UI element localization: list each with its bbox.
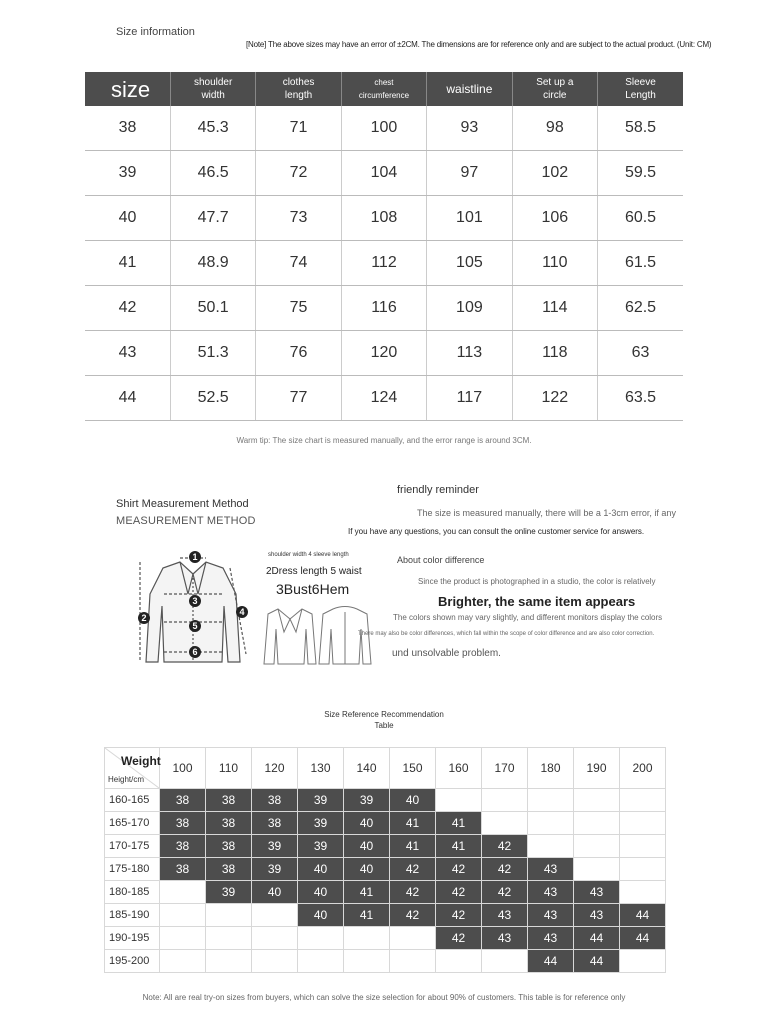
size-cell: 100	[341, 106, 426, 151]
size-table-row	[85, 196, 683, 241]
measurement-subtitle: MEASUREMENT METHOD	[116, 515, 256, 527]
rec-size-cell: 39	[298, 812, 344, 835]
height-range-label: 175-180	[105, 858, 160, 881]
rec-size-cell: 38	[160, 789, 206, 812]
rec-table-title: Size Reference Recommendation Table	[324, 710, 444, 730]
rec-size-cell: 38	[206, 789, 252, 812]
color-diff-line2: Brighter, the same item appears	[438, 594, 636, 609]
color-diff-line5: und unsolvable problem.	[392, 648, 501, 659]
size-cell: 40	[85, 196, 170, 241]
weight-header: 160	[436, 748, 482, 789]
rec-size-cell	[528, 812, 574, 835]
size-cell: 73	[256, 196, 341, 241]
rec-size-cell	[528, 789, 574, 812]
rec-table-row	[105, 927, 666, 950]
rec-size-cell: 42	[482, 835, 528, 858]
size-table-row	[85, 376, 683, 421]
rec-size-cell: 41	[436, 835, 482, 858]
rec-size-cell: 42	[436, 904, 482, 927]
size-note: [Note] The above sizes may have an error of ±2CM. The dimensions are for reference only and are subject to the actual product. (Unit: CM)	[246, 40, 712, 49]
rec-size-cell: 40	[344, 835, 390, 858]
size-cell: 59.5	[598, 151, 683, 196]
rec-size-cell: 41	[436, 812, 482, 835]
legend-mid: 2Dress length 5 waist	[266, 566, 362, 577]
rec-size-cell: 44	[574, 950, 620, 973]
rec-size-cell: 41	[390, 812, 436, 835]
rec-table-row	[105, 858, 666, 881]
rec-size-cell	[528, 835, 574, 858]
rec-size-cell	[390, 950, 436, 973]
rec-size-cell: 41	[390, 835, 436, 858]
rec-size-cell: 38	[160, 835, 206, 858]
weight-header: 150	[390, 748, 436, 789]
rec-size-cell: 42	[390, 881, 436, 904]
weight-header: 110	[206, 748, 252, 789]
marker-3: 3	[192, 596, 198, 606]
header-set-up-circle: Set up a circle	[512, 72, 597, 106]
size-cell: 46.5	[170, 151, 255, 196]
size-table-row	[85, 241, 683, 286]
rec-size-cell: 44	[574, 927, 620, 950]
rec-size-cell: 42	[482, 881, 528, 904]
rec-size-cell: 39	[344, 789, 390, 812]
size-cell: 71	[256, 106, 341, 151]
rec-size-cell: 43	[528, 904, 574, 927]
header-clothes-length: clothes length	[256, 72, 341, 106]
weight-header: 190	[574, 748, 620, 789]
size-cell: 124	[341, 376, 426, 421]
size-cell: 52.5	[170, 376, 255, 421]
rec-size-cell	[298, 950, 344, 973]
size-table-row	[85, 151, 683, 196]
friendly-reminder-title: friendly reminder	[397, 484, 479, 496]
size-table	[85, 72, 683, 421]
rec-size-cell	[620, 881, 666, 904]
height-range-label: 190-195	[105, 927, 160, 950]
size-cell: 106	[512, 196, 597, 241]
size-cell: 105	[427, 241, 512, 286]
rec-size-cell	[160, 950, 206, 973]
size-cell: 47.7	[170, 196, 255, 241]
size-recommendation-table	[104, 747, 666, 973]
rec-size-cell: 42	[390, 904, 436, 927]
rec-size-cell	[344, 950, 390, 973]
size-cell: 116	[341, 286, 426, 331]
size-cell: 108	[341, 196, 426, 241]
weight-header: 180	[528, 748, 574, 789]
size-cell: 110	[512, 241, 597, 286]
corner-height-label: Height/cm	[108, 775, 145, 784]
rec-size-cell	[252, 927, 298, 950]
size-cell: 76	[256, 331, 341, 376]
rec-size-cell	[574, 835, 620, 858]
rec-size-cell	[620, 812, 666, 835]
size-cell: 45.3	[170, 106, 255, 151]
marker-2: 2	[141, 613, 147, 623]
weight-header: 140	[344, 748, 390, 789]
rec-size-cell: 39	[298, 789, 344, 812]
rec-size-cell: 38	[252, 812, 298, 835]
friendly-reminder-line1: The size is measured manually, there will be a 1-3cm error, if any	[417, 508, 676, 518]
rec-size-cell	[390, 927, 436, 950]
marker-6: 6	[192, 647, 198, 657]
rec-size-cell: 43	[482, 904, 528, 927]
friendly-reminder-line2: If you have any questions, you can consult the online customer service for answers.	[348, 527, 645, 536]
size-table-row	[85, 331, 683, 376]
page-title: Size information	[116, 26, 195, 38]
rec-size-cell	[482, 789, 528, 812]
size-cell: 117	[427, 376, 512, 421]
rec-size-cell: 41	[344, 904, 390, 927]
header-size: size	[85, 72, 170, 106]
rec-size-cell	[574, 858, 620, 881]
rec-size-cell: 44	[528, 950, 574, 973]
rec-size-cell	[160, 881, 206, 904]
color-diff-line3: The colors shown may vary slightly, and different monitors display the colors	[393, 613, 663, 622]
rec-table-row	[105, 950, 666, 973]
size-cell: 42	[85, 286, 170, 331]
marker-1: 1	[192, 552, 198, 562]
height-range-label: 165-170	[105, 812, 160, 835]
footer-note: Note: All are real try-on sizes from buyers, which can solve the size selection for about 90% of customers. This table is for reference only	[142, 993, 626, 1002]
rec-size-cell: 43	[574, 881, 620, 904]
rec-size-cell	[206, 904, 252, 927]
rec-size-cell	[436, 950, 482, 973]
size-cell: 60.5	[598, 196, 683, 241]
rec-size-cell	[482, 950, 528, 973]
size-cell: 113	[427, 331, 512, 376]
size-cell: 101	[427, 196, 512, 241]
size-cell: 44	[85, 376, 170, 421]
color-diff-line1: Since the product is photographed in a studio, the color is relatively	[418, 577, 656, 586]
size-table-row	[85, 286, 683, 331]
rec-size-cell: 43	[574, 904, 620, 927]
size-cell: 114	[512, 286, 597, 331]
height-range-label: 160-165	[105, 789, 160, 812]
rec-size-cell: 39	[252, 835, 298, 858]
size-cell: 98	[512, 106, 597, 151]
rec-table-row	[105, 835, 666, 858]
size-cell: 58.5	[598, 106, 683, 151]
rec-size-cell	[160, 904, 206, 927]
color-diff-title: About color difference	[397, 555, 485, 565]
rec-table-header-row	[105, 748, 666, 789]
header-sleeve-length: Sleeve Length	[598, 72, 683, 106]
rec-size-cell: 40	[298, 881, 344, 904]
size-cell: 93	[427, 106, 512, 151]
rec-size-cell	[482, 812, 528, 835]
weight-header: 120	[252, 748, 298, 789]
height-range-label: 170-175	[105, 835, 160, 858]
header-shoulder-width: shoulder width	[170, 72, 255, 106]
size-cell: 104	[341, 151, 426, 196]
rec-size-cell: 40	[344, 812, 390, 835]
rec-size-cell	[252, 904, 298, 927]
rec-size-cell	[298, 927, 344, 950]
rec-size-cell: 43	[482, 927, 528, 950]
rec-size-cell: 42	[436, 927, 482, 950]
rec-size-cell	[160, 927, 206, 950]
rec-size-cell: 38	[160, 858, 206, 881]
rec-table-corner	[105, 748, 160, 789]
rec-size-cell	[574, 789, 620, 812]
size-cell: 61.5	[598, 241, 683, 286]
rec-size-cell	[620, 950, 666, 973]
size-cell: 77	[256, 376, 341, 421]
rec-size-cell: 40	[298, 904, 344, 927]
height-range-label: 195-200	[105, 950, 160, 973]
size-cell: 38	[85, 106, 170, 151]
rec-size-cell	[206, 950, 252, 973]
weight-header: 130	[298, 748, 344, 789]
rec-size-cell	[344, 927, 390, 950]
rec-size-cell	[620, 835, 666, 858]
marker-4: 4	[239, 607, 245, 617]
rec-size-cell	[574, 812, 620, 835]
size-table-header-row	[85, 72, 683, 106]
rec-size-cell: 38	[206, 812, 252, 835]
weight-header: 100	[160, 748, 206, 789]
rec-size-cell: 43	[528, 858, 574, 881]
rec-size-cell: 40	[344, 858, 390, 881]
size-cell: 74	[256, 241, 341, 286]
height-range-label: 180-185	[105, 881, 160, 904]
size-cell: 122	[512, 376, 597, 421]
size-cell: 118	[512, 331, 597, 376]
header-chest-circumference: chest circumference	[341, 72, 426, 106]
rec-size-cell	[620, 858, 666, 881]
size-cell: 63.5	[598, 376, 683, 421]
size-cell: 48.9	[170, 241, 255, 286]
rec-table-row	[105, 789, 666, 812]
rec-size-cell: 38	[206, 858, 252, 881]
rec-size-cell	[206, 927, 252, 950]
rec-size-cell: 38	[206, 835, 252, 858]
rec-size-cell: 40	[390, 789, 436, 812]
rec-size-cell: 41	[344, 881, 390, 904]
size-cell: 102	[512, 151, 597, 196]
size-cell: 75	[256, 286, 341, 331]
rec-size-cell: 42	[436, 858, 482, 881]
rec-size-cell: 38	[160, 812, 206, 835]
size-cell: 62.5	[598, 286, 683, 331]
marker-5: 5	[192, 621, 198, 631]
rec-size-cell	[436, 789, 482, 812]
size-cell: 41	[85, 241, 170, 286]
rec-size-cell: 42	[436, 881, 482, 904]
size-cell: 112	[341, 241, 426, 286]
rec-size-cell: 39	[298, 835, 344, 858]
size-cell: 72	[256, 151, 341, 196]
rec-table-row	[105, 881, 666, 904]
rec-size-cell: 39	[252, 858, 298, 881]
rec-size-cell	[620, 789, 666, 812]
rec-size-cell: 43	[528, 881, 574, 904]
corner-weight-label: Weight	[121, 754, 161, 768]
legend-small: shoulder width 4 sleeve length	[268, 552, 349, 558]
rec-size-cell	[252, 950, 298, 973]
header-waistline: waistline	[427, 72, 512, 106]
shirt-measurement-diagram	[118, 534, 378, 689]
rec-size-cell: 39	[206, 881, 252, 904]
rec-size-cell: 44	[620, 927, 666, 950]
rec-size-cell: 43	[528, 927, 574, 950]
size-cell: 120	[341, 331, 426, 376]
legend-big: 3Bust6Hem	[276, 581, 350, 597]
warm-tip: Warm tip: The size chart is measured manually, and the error range is around 3CM.	[236, 436, 532, 445]
rec-size-cell: 38	[252, 789, 298, 812]
size-cell: 43	[85, 331, 170, 376]
height-range-label: 185-190	[105, 904, 160, 927]
rec-size-cell: 40	[252, 881, 298, 904]
size-cell: 51.3	[170, 331, 255, 376]
rec-size-cell: 42	[390, 858, 436, 881]
size-cell: 39	[85, 151, 170, 196]
rec-size-cell: 42	[482, 858, 528, 881]
size-cell: 50.1	[170, 286, 255, 331]
measurement-title: Shirt Measurement Method	[116, 498, 249, 510]
weight-header: 200	[620, 748, 666, 789]
size-cell: 97	[427, 151, 512, 196]
rec-size-cell: 44	[620, 904, 666, 927]
size-cell: 109	[427, 286, 512, 331]
rec-size-cell: 40	[298, 858, 344, 881]
weight-header: 170	[482, 748, 528, 789]
rec-table-row	[105, 904, 666, 927]
size-table-row	[85, 106, 683, 151]
color-diff-line4: There may also be color differences, which fall within the scope of color difference and are also color correction.	[358, 631, 655, 637]
size-cell: 63	[598, 331, 683, 376]
rec-table-row	[105, 812, 666, 835]
